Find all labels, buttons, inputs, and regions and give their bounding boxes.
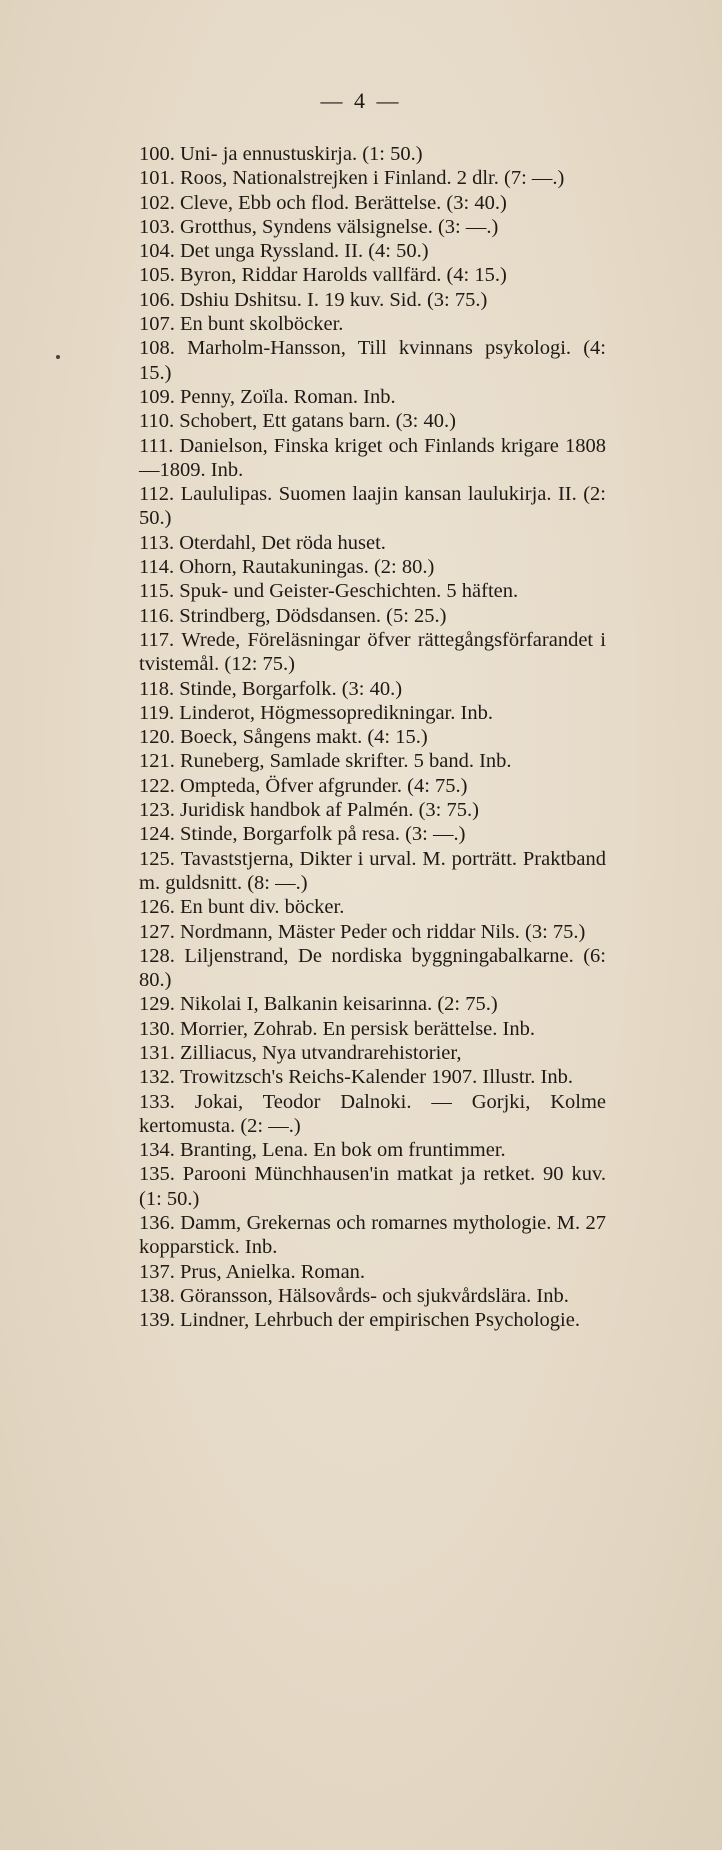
catalog-entry <box>139 215 606 239</box>
entry-text: Trowitzsch's Reichs-Kalender 1907. Illustr. Inb. <box>180 1066 573 1089</box>
entry-number: 105. <box>139 264 175 287</box>
entry-text: Schobert, Ett gatans barn. (3: 40.) <box>179 410 456 433</box>
catalog-entry <box>139 944 606 993</box>
catalog-entry <box>139 677 606 701</box>
catalog-entry <box>139 701 606 725</box>
entry-number: 109. <box>139 385 175 408</box>
entry-text: Runeberg, Samlade skrifter. 5 band. Inb. <box>180 750 512 773</box>
entry-number: 136. <box>139 1212 175 1235</box>
entry-text: Lindner, Lehrbuch der empirischen Psychologie. <box>180 1309 580 1332</box>
catalog-entry <box>139 312 606 336</box>
entry-number: 123. <box>139 799 175 822</box>
entry-number: 120. <box>139 726 175 749</box>
catalog-entry <box>139 604 606 628</box>
entry-text: Parooni Münchhausen'in matkat ja retket. 90 kuv. (1: 50.) <box>139 1163 607 1210</box>
entry-text: Juridisk handbok af Palmén. (3: 75.) <box>180 799 479 822</box>
catalog-entry <box>139 1017 606 1041</box>
catalog-entry <box>139 336 606 385</box>
page-number: — 4 — <box>320 88 402 113</box>
entry-text: Uni- ja ennustuskirja. (1: 50.) <box>180 143 423 165</box>
entry-number: 128. <box>139 944 175 967</box>
entry-number: 133. <box>139 1090 175 1113</box>
catalog-entry <box>139 385 606 409</box>
entry-text: Nordmann, Mäster Peder och riddar Nils. (3: 75.) <box>180 920 586 943</box>
entry-number: 106. <box>139 288 175 311</box>
catalog-entry <box>139 749 606 773</box>
catalog-entry <box>139 920 606 944</box>
catalog-entry <box>139 142 606 166</box>
entry-number: 100. <box>139 143 175 165</box>
catalog-entry <box>139 1260 606 1284</box>
catalog-list <box>139 142 606 1333</box>
entry-number: 114. <box>139 556 175 579</box>
entry-number: 132. <box>139 1066 175 1089</box>
entry-text: Ohorn, Rautakuningas. (2: 80.) <box>179 556 435 579</box>
entry-text: Oterdahl, Det röda huset. <box>179 531 386 554</box>
catalog-entry <box>139 1041 606 1065</box>
entry-number: 112. <box>139 483 175 506</box>
catalog-entry <box>139 628 606 677</box>
entry-number: 127. <box>139 920 175 943</box>
entry-number: 110. <box>139 410 175 433</box>
entry-number: 101. <box>139 167 175 190</box>
catalog-entry <box>139 1162 606 1211</box>
entry-number: 134. <box>139 1139 175 1162</box>
entry-text: Wrede, Föreläsningar öfver rättegångsförfarandet i tvistemål. (12: 75.) <box>139 628 607 676</box>
entry-number: 138. <box>139 1284 175 1307</box>
entry-number: 104. <box>139 240 175 263</box>
catalog-entry <box>139 1211 606 1260</box>
entry-number: 121. <box>139 750 175 773</box>
catalog-entry <box>139 263 606 287</box>
entry-text: Danielson, Finska kriget och Finlands krigare 1808—1809. Inb. <box>139 434 606 481</box>
entry-text: Branting, Lena. En bok om fruntimmer. <box>180 1139 506 1162</box>
catalog-entry <box>139 1065 606 1089</box>
entry-number: 135. <box>139 1163 175 1186</box>
entry-text: En bunt div. böcker. <box>180 896 345 919</box>
entry-text: Cleve, Ebb och flod. Berättelse. (3: 40.) <box>180 191 507 214</box>
entry-text: Ompteda, Öfver afgrunder. (4: 75.) <box>180 774 468 797</box>
catalog-entry <box>139 725 606 749</box>
entry-text: Penny, Zoïla. Roman. Inb. <box>180 385 396 408</box>
entry-text: Liljenstrand, De nordiska byggningabalkarne. (6: 80.) <box>139 944 606 992</box>
entry-text: Zilliacus, Nya utvandrarehistorier, <box>180 1041 462 1064</box>
catalog-entry <box>139 822 606 846</box>
catalog-entry <box>139 434 606 483</box>
entry-number: 122. <box>139 774 175 797</box>
entry-text: Dshiu Dshitsu. I. 19 kuv. Sid. (3: 75.) <box>180 288 488 311</box>
entry-text: Damm, Grekernas och romarnes mythologie. M. 27 kopparstick. Inb. <box>139 1212 606 1259</box>
entry-text: Stinde, Borgarfolk på resa. (3: —.) <box>180 823 466 846</box>
entry-text: Göransson, Hälsovårds- och sjukvårdslära. Inb. <box>180 1284 569 1307</box>
entry-number: 137. <box>139 1260 175 1283</box>
catalog-entry <box>139 798 606 822</box>
catalog-entry <box>139 579 606 603</box>
entry-text: Tavaststjerna, Dikter i urval. M. porträtt. Praktband m. guldsnitt. (8: —.) <box>139 847 606 894</box>
catalog-entry <box>139 847 606 896</box>
entry-text: Stinde, Borgarfolk. (3: 40.) <box>179 677 403 700</box>
catalog-entry <box>139 1284 606 1308</box>
entry-number: 111. <box>139 434 174 457</box>
entry-text: En bunt skolböcker. <box>180 313 344 336</box>
catalog-entry <box>139 895 606 919</box>
entry-text: Strindberg, Dödsdansen. (5: 25.) <box>179 604 447 627</box>
catalog-entry <box>139 992 606 1016</box>
entry-number: 103. <box>139 215 175 238</box>
catalog-entry <box>139 191 606 215</box>
entry-number: 108. <box>139 337 175 360</box>
entry-number: 107. <box>139 313 175 336</box>
entry-number: 102. <box>139 191 175 214</box>
entry-number: 126. <box>139 896 175 919</box>
catalog-entry <box>139 409 606 433</box>
entry-text: Linderot, Högmessopredikningar. Inb. <box>179 701 493 724</box>
catalog-entry <box>139 774 606 798</box>
entry-text: Marholm-Hansson, Till kvinnans psykologi. (4: 15.) <box>139 337 607 384</box>
ink-spot <box>56 355 60 359</box>
catalog-entry <box>139 555 606 579</box>
catalog-entry <box>139 1138 606 1162</box>
entry-text: Jokai, Teodor Dalnoki. — Gorjki, Kolme kertomusta. (2: —.) <box>139 1090 607 1137</box>
entry-text: Nikolai I, Balkanin keisarinna. (2: 75.) <box>180 993 498 1016</box>
entry-text: Det unga Ryssland. II. (4: 50.) <box>180 240 429 263</box>
entry-text: Spuk- und Geister-Geschichten. 5 häften. <box>179 580 519 603</box>
entry-number: 125. <box>139 847 175 870</box>
entry-number: 129. <box>139 993 175 1016</box>
entry-number: 119. <box>139 701 175 724</box>
entry-text: Laululipas. Suomen laajin kansan laulukirja. II. (2: 50.) <box>139 483 606 530</box>
entry-number: 131. <box>139 1041 175 1064</box>
entry-number: 124. <box>139 823 175 846</box>
entry-text: Roos, Nationalstrejken i Finland. 2 dlr. (7: —.) <box>180 167 565 190</box>
catalog-entry <box>139 531 606 555</box>
entry-text: Prus, Anielka. Roman. <box>180 1260 366 1283</box>
entry-number: 116. <box>139 604 175 627</box>
entry-text: Byron, Riddar Harolds vallfärd. (4: 15.) <box>180 264 507 287</box>
entry-number: 115. <box>139 580 175 603</box>
entry-number: 118. <box>139 677 175 700</box>
catalog-entry <box>139 1308 606 1332</box>
entry-text: Grotthus, Syndens välsignelse. (3: —.) <box>180 215 499 238</box>
catalog-entry <box>139 166 606 190</box>
catalog-entry <box>139 288 606 312</box>
entry-text: Boeck, Sångens makt. (4: 15.) <box>180 726 428 749</box>
entry-text: Morrier, Zohrab. En persisk berättelse. Inb. <box>180 1017 535 1040</box>
entry-number: 139. <box>139 1309 175 1332</box>
entry-number: 113. <box>139 531 175 554</box>
catalog-entry <box>139 1090 606 1139</box>
catalog-entry <box>139 239 606 263</box>
entry-number: 130. <box>139 1017 175 1040</box>
entry-number: 117. <box>139 628 175 651</box>
catalog-entry <box>139 482 606 531</box>
